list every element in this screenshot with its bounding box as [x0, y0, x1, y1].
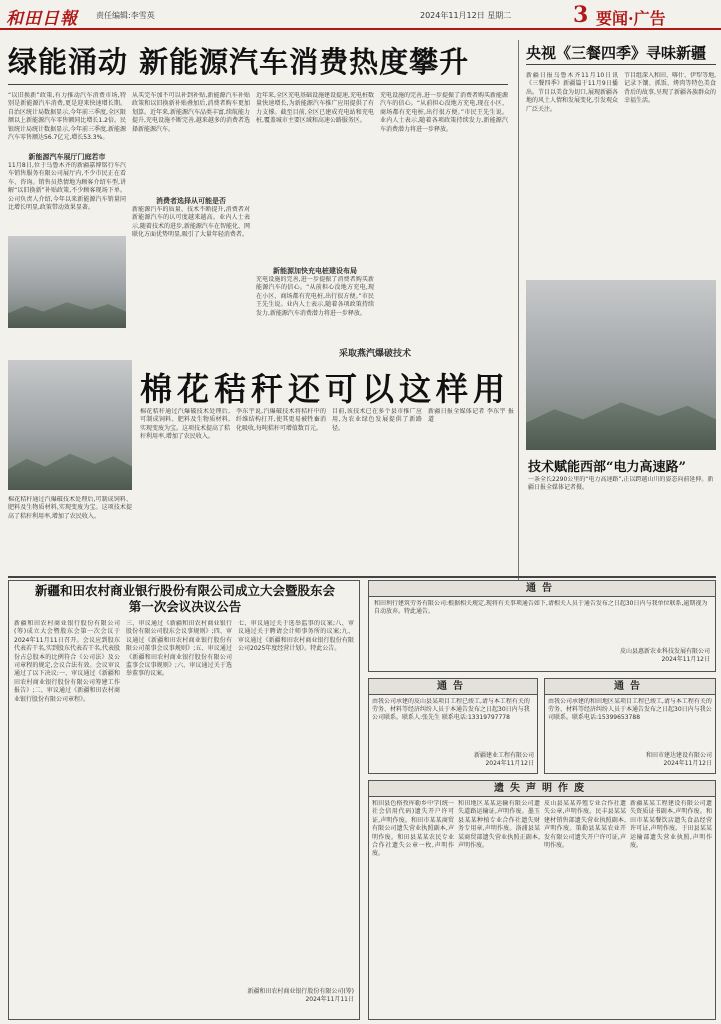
notice-left-org: 新疆建业工程有限公司	[473, 752, 534, 759]
right-story-title: 央视《三餐四季》寻味新疆	[526, 44, 707, 62]
notice-left-body: 由我公司承建的皮山县某项目工程已竣工,请与本工程有关的劳务、材料等经济纠纷人员于本通告发布之日起30日内与我公司联系。联系人:张先生 联系电话:13319797778	[372, 698, 530, 721]
cotton-kicker: 采取燕汽爆破技术	[338, 349, 411, 359]
lead-subhead-3: 新能源加快充电桩建设布局	[273, 267, 357, 275]
bank-notice-col2: 三、审议通过《新疆和田农村商业银行股份有限公司股东会议事规则》;四、审议通过《新疆和田农村商业银行股份有限公司董事会议事规则》;五、审议通过《新疆和田农村商业银行股份有限公司监事会议事规则》;六、审议通过关于选举董事的议案。	[126, 620, 232, 678]
lost-notice-head: 遗失声明作废	[369, 781, 715, 797]
lead-subhead-1: 新能源汽车展厅门庭若市	[28, 153, 106, 161]
notice-right-org: 和田市建达建设有限公司	[645, 752, 712, 759]
cotton-col0: 棉花秸秆通过汽爆破技术处理后,可制成饲料、肥料及生物质材料,实现变废为宝。这项技术提高了秸秆利用率,增加了农民收入。	[8, 496, 132, 520]
power-line-photo	[526, 280, 716, 450]
lost-notice-col4: 新疆某某工程建设有限公司遗失资质证书副本,声明作废。和田市某某餐饮店遗失食品经营许可证,声明作废。于田县某某运输部遗失营业执照,声明作废。	[630, 800, 712, 850]
cotton-photo	[8, 360, 132, 490]
notice-top-body: 和田利行建筑劳务有限公司:根据相关规定,现将有关事项通告如下,请相关人员于通告发布之日起30日内与我单位联系,逾期视为自动放弃。特此通告。	[374, 600, 708, 615]
bank-notice-title-line2: 第一次会议决议公告	[128, 599, 242, 614]
page-number: 3	[573, 2, 589, 28]
bank-notice-title-line1: 新疆和田农村商业银行股份有限公司成立大会暨股东会	[34, 583, 335, 598]
lead-subhead-2: 消费者选择从可能是否	[156, 197, 226, 205]
newspaper-logo: 和田日報	[6, 9, 78, 29]
lead-col1: “以旧换新”政策,有力推动汽车消费市场,特别是新能源汽车消费,更是迎来快速增长期。自治区统计局数据显示,今年前三季度,全区限额以上新能源汽车零售额同比增长1.2倍。民银统计局统计数据显示,今年前三季度,新能源汽车零售额达56.7亿元,增长53.3%。	[8, 92, 126, 142]
dateline: 2024年11月12日 星期二	[420, 11, 512, 20]
notice-left-date: 2024年11月12日	[485, 760, 534, 767]
bank-notice-title	[10, 583, 360, 615]
cotton-col3: 目前,该技术已在多个县市推广应用,为农业绿色发展提供了新路径。	[332, 408, 422, 432]
notice-top-head: 通告	[369, 581, 715, 597]
bank-notice-col3: 七、审议通过关于选举监事的议案;八、审议通过关于聘请会计师事务所的议案;九、审议通过《新疆和田农村商业银行股份有限公司2025年度经营计划》。特此公告。	[238, 620, 354, 653]
right-title-rule	[526, 64, 716, 65]
lead-photo	[8, 236, 126, 328]
lead-col4: 充电设施的完善,进一步提振了消费者购买新能源汽车的信心。“从前担心没地方充电,现在小区、商场都有充电桩,出行很方便。”市民王先生说。业内人士表示,随着各项政策持续发力,新能源汽车消费潜力将进一步释放。	[380, 92, 508, 133]
bank-notice-date: 2024年11月11日	[305, 996, 354, 1003]
section-title: 要闻·广告	[596, 9, 666, 28]
bank-notice-col1: 新疆和田农村商业银行股份有限公司(筹)成立大会暨股东会第一次会议于2024年11月11日召开。会议应到股东代表若干名,实到股东代表若干名,代表股份占总股本的比例符合《公司法》及公司章程的规定,会议合法有效。会议审议通过了以下决议:一、审议通过《新疆和田农村商业银行股份有限公司筹建工作报告》;二、审议通过《新疆和田农村商业银行股份有限公司章程》。	[14, 620, 120, 703]
notice-left-head: 通告	[369, 679, 537, 695]
cotton-col1: 棉花秸秆通过汽爆破技术处理后,可制成饲料、肥料及生物质材料,实现变废为宝。这项技术提高了秸秆利用率,增加了农民收入。	[140, 408, 230, 441]
notice-top-signature	[520, 648, 710, 664]
notice-top-org: 皮山县惠新农业科技发展有限公司	[619, 648, 710, 655]
lead-col3b: 充电设施的完善,进一步提振了消费者购买新能源汽车的信心。“从前担心没地方充电,现在小区、商场都有充电桩,出行很方便。”市民王先生说。业内人士表示,随着各项政策持续发力,新能源汽车消费潜力将进一步释放。	[256, 276, 374, 317]
column-divider	[518, 40, 519, 580]
bank-notice-org: 新疆和田农村商业银行股份有限公司(筹)	[247, 988, 354, 995]
cotton-headline: 棉花秸秆还可以这样用	[140, 370, 511, 408]
lead-col3: 近年来,全区充电基础设施建设提速,充电桩数量快速增长,为新能源汽车推广应用提供了有力支撑。截至目前,全区已建成充电站和充电桩,覆盖城市主要区域和高速公路服务区。	[256, 92, 374, 125]
page-divider	[8, 576, 716, 578]
notice-right-body: 由我公司承建的和田地区某项目工程已竣工,请与本工程有关的劳务、材料等经济纠纷人员于本通告发布之日起30日内与我公司联系。联系电话:15399653788	[548, 698, 712, 721]
cotton-col2: 李东宇说,汽爆破技术将秸秆中的纤维结构打开,使其更易被牲畜消化吸收,每吨秸秆可增值数百元。	[236, 408, 326, 432]
notice-right-signature	[548, 752, 712, 768]
headline-rule	[8, 84, 508, 85]
lost-notice-col3: 皮山县某某养殖专业合作社遗失公章,声明作废。民丰县某某建材销售部遗失营业执照副本,声明作废。策勒县某某农业开发有限公司遗失开户许可证,声明作废。	[544, 800, 626, 850]
lead-col2: 从买完车加不可以补到补贴,新能源汽车补贴政策和以旧换新补贴叠加后,消费者购车更加划算。近年来,新能源汽车品类丰富,续航能力提升,充电设施不断完善,越来越多的消费者选择新能源汽车。	[132, 92, 250, 133]
notice-top-date: 2024年11月12日	[661, 656, 710, 663]
notice-right-head: 通告	[545, 679, 715, 695]
lead-col1b: 11月8日,位于乌鲁木齐的新疆嘉博铭行车汽车销售服务有限公司展厅内,不少市民正在看车、咨询。销售员热情地为顾客介绍车型,讲解“以旧换新”补贴政策,不少顾客现场下单。公司负责人介绍,今年以来新能源汽车销量同比增长明显,政策带动效果显著。	[8, 162, 126, 212]
lead-col2b: 新能源汽车的质量、技术不断提升,消费者对新能源汽车的认可度越来越高。业内人士表示,随着技术的进步,新能源汽车在智能化、网联化方面优势明显,吸引了大量年轻消费者。	[132, 206, 250, 239]
right-story-col1: 新疆日报乌鲁木齐11月10日讯 《三餐四季》新疆篇于11月9日播出。节目以美食为切口,展现新疆各地的风土人情和发展变化,引发观众广泛关注。	[526, 72, 618, 113]
tech-story-title: 技术赋能西部“电力高速路”	[528, 460, 686, 475]
notice-right-date: 2024年11月12日	[663, 760, 712, 767]
notice-left-signature	[372, 752, 534, 768]
tech-caption: 一条全长2290公里的“电力高速路”,正以跨越山川的姿态向前延伸。新疆日报全媒体记者摄。	[528, 476, 714, 491]
bank-notice-signature	[238, 988, 354, 1004]
cotton-col4: 新疆日报全媒体记者 李东宇 报道	[428, 408, 514, 424]
editor-credit: 责任编辑:李雪英	[96, 11, 155, 20]
right-story-col2: 节目组深入和田、喀什、伊犁等地,记录下馕、抓饭、烤肉等特色美食背后的故事,呈现了新疆各族群众的幸福生活。	[624, 72, 716, 105]
lost-notice-col1: 和田县色格孜库勒乡中学(统一社会信用代码)遗失开户许可证,声明作废。和田市某某商贸有限公司遗失营业执照副本,声明作废。和田县某某农民专业合作社遗失公章一枚,声明作废。	[372, 800, 454, 858]
lead-headline: 绿能涌动 新能源汽车消费热度攀升	[8, 45, 470, 79]
lost-notice-col2: 和田地区某某运输有限公司遗失道路运输证,声明作废。墨玉县某某种植专业合作社遗失财务专用章,声明作废。洛浦县某某商贸部遗失营业执照正副本,声明作废。	[458, 800, 540, 850]
